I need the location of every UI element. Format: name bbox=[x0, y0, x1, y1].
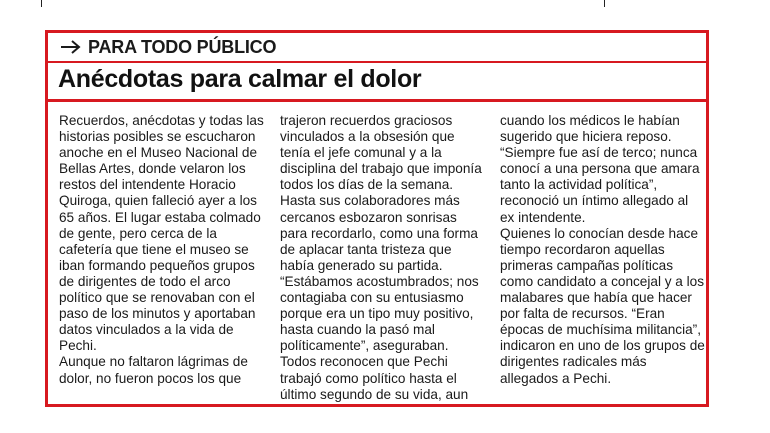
arrow-right-icon bbox=[60, 39, 82, 55]
page-divider-left bbox=[41, 0, 42, 7]
paragraph: Hasta sus colaboradores más cercanos esbozaron sonrisas para recordarlo, como una forma de aplacar tanta tristeza que había generado su partida. “Estábamos acostumbrados; nos contagiaba con su entusiasmo porque era un tipo muy positivo, hasta cuando la pasó mal políticamente”, aseguraban. Todos reconocen que Pechi trabajó como político hasta el último segundo de su vida, aun bbox=[280, 193, 479, 402]
section-kicker bbox=[48, 33, 706, 61]
headline-rule bbox=[48, 99, 706, 102]
kicker-rule bbox=[48, 61, 706, 63]
paragraph: Aunque no faltaron lágrimas de dolor, no fueron pocos los que bbox=[59, 354, 248, 386]
article-column-2 bbox=[280, 113, 485, 403]
article-column-3 bbox=[500, 113, 705, 387]
paragraph: Quienes lo conocían desde hace tiempo recordaron aquellas primeras campañas políticas como candidato a concejal y a los malabares que había que hacer por falta de recursos. “Eran épocas de muchísima militancia”, indicaron en uno de los grupos de dirigentes radicales más allegados a Pechi. bbox=[500, 225, 705, 386]
paragraph: Recuerdos, anécdotas y todas las historias posibles se escucharon anoche en el Museo Nacional de Bellas Artes, donde velaron los restos del intendente Horacio Quiroga, quien falleció ayer a los 65 años. El lugar estaba colmado de gente, pero cerca de la cafetería que tiene el museo se iban formando pequeños grupos de dirigentes de todo el arco político que se renovaban con el paso de los minutos y aportaban datos vinculados a la vida de Pechi. bbox=[59, 113, 264, 354]
article-box bbox=[45, 30, 709, 407]
page-divider-right bbox=[604, 0, 605, 7]
kicker-label: PARA TODO PÚBLICO bbox=[88, 36, 277, 57]
article-headline: Anécdotas para calmar el dolor bbox=[58, 65, 422, 93]
paragraph: trajeron recuerdos graciosos vinculados a la obsesión que tenía el jefe comunal y a la disciplina del trabajo que imponía todos los días de la semana. bbox=[280, 113, 482, 193]
paragraph: cuando los médicos le habían sugerido que hiciera reposo. “Siempre fue así de terco; nunca conocí a una persona que amara tanto la actividad política”, reconoció un íntimo allegado al ex intendente. bbox=[500, 113, 700, 225]
article-column-1 bbox=[59, 113, 264, 387]
